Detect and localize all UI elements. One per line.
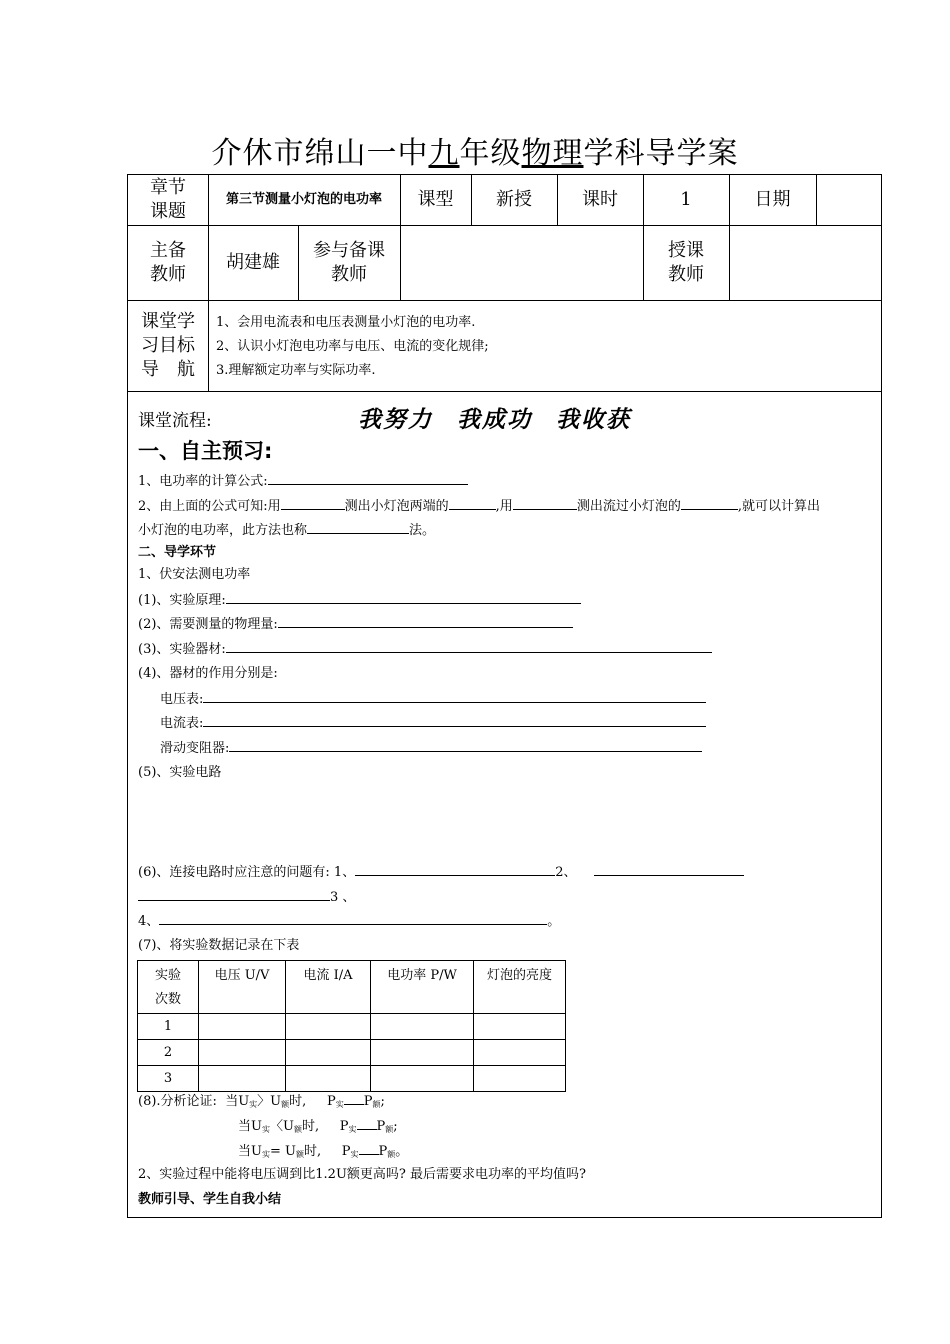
period-label: 课时 — [582, 189, 618, 210]
page-title: 介休市绵山一中九年级物理学科导学案 — [211, 136, 739, 171]
record-line: (7)、将实验数据记录在下表 — [138, 938, 300, 953]
goals-label: 课堂学 习目标 导 航 — [141, 310, 195, 380]
preview-q2: 2、由上面的公式可知:用 测出小灯泡两端的 ,用 测出流过小灯泡的 ,就可以计算出 — [138, 494, 820, 519]
table-row: 2 — [138, 1040, 566, 1066]
preview-q2-cont: 小灯泡的电功率，此方法也称 法。 — [138, 518, 435, 543]
table-row: 3 — [138, 1066, 566, 1092]
date-label: 日期 — [754, 189, 791, 210]
table-header: 电流 I/A — [286, 961, 371, 1014]
preview-heading: 一、自主预习: — [138, 439, 273, 463]
chapter-value: 第三节测量小灯泡的电功率 — [225, 192, 382, 207]
type-label: 课型 — [417, 189, 454, 210]
type-value: 新授 — [496, 189, 532, 210]
teaching-teacher-value — [729, 225, 882, 300]
slogan: 我努力 我成功 我收获 — [358, 406, 632, 433]
co-teachers-value — [400, 225, 643, 300]
lead-teacher-label: 主备教师 — [150, 239, 186, 285]
quantities-line: (2)、需要测量的物理量: — [138, 612, 573, 637]
period-value: 1 — [680, 189, 692, 210]
analysis-line-3: 当$U_实= U_额$时, $P_实$ $P_额$。 — [238, 1139, 408, 1167]
goal-item: 3.理解额定功率与实际功率. — [216, 363, 376, 378]
voltmeter-line: 电压表: — [160, 687, 706, 712]
notes-line: (6)、连接电路时应注意的问题有: 1、 2、 — [138, 860, 744, 885]
chapter-label: 章节课题 — [150, 177, 186, 222]
notes-line-2: 3 、 — [138, 885, 355, 910]
notes-line-3: 4、 。 — [138, 909, 560, 934]
lead-teacher-value: 胡建雄 — [226, 251, 280, 273]
teaching-teacher-label: 授课教师 — [668, 239, 704, 285]
co-teachers-label: 参与备课教师 — [313, 239, 385, 285]
equipment-line: (3)、实验器材: — [138, 637, 712, 662]
table-header: 电功率 P/W — [371, 961, 474, 1014]
question-2: 2、实验过程中能将电压调到比1.2U额更高吗? 最后需要求电功率的平均值吗? — [138, 1167, 586, 1182]
table-header: 灯泡的亮度 — [474, 961, 566, 1014]
lesson-plan-form — [127, 174, 882, 1218]
goals-list — [216, 311, 489, 383]
table-header: 实验次数 — [138, 961, 199, 1014]
date-value — [816, 175, 882, 225]
table-row: 1 — [138, 1014, 566, 1040]
goal-item: 2、认识小灯泡电功率与电压、电流的变化规律; — [216, 339, 489, 354]
data-table — [137, 960, 566, 1092]
rheostat-line: 滑动变阻器: — [160, 736, 702, 761]
analysis-line-1: (8).分析论证: 当$U_实$〉$U_额$时, $P_实$ $P_额$; — [138, 1089, 385, 1117]
flow-label: 课堂流程: — [138, 411, 212, 431]
preview-q1: 1、电功率的计算公式: — [138, 469, 468, 494]
ammeter-line: 电流表: — [160, 711, 706, 736]
summary-line: 教师引导、学生自我小结 — [138, 1192, 282, 1207]
table-header: 电压 U/V — [199, 961, 286, 1014]
goal-item: 1、会用电流表和电压表测量小灯泡的电功率. — [216, 315, 476, 330]
circuit-line: (5)、实验电路 — [138, 765, 222, 780]
guide-sub: 1、伏安法测电功率 — [138, 567, 251, 582]
principle-line: (1)、实验原理: — [138, 588, 581, 613]
analysis-line-2: 当$U_实$〈$U_额$时, $P_实$ $P_额$; — [238, 1114, 398, 1142]
guide-heading: 二、导学环节 — [138, 545, 217, 560]
roles-line: (4)、器材的作用分别是: — [138, 666, 278, 681]
